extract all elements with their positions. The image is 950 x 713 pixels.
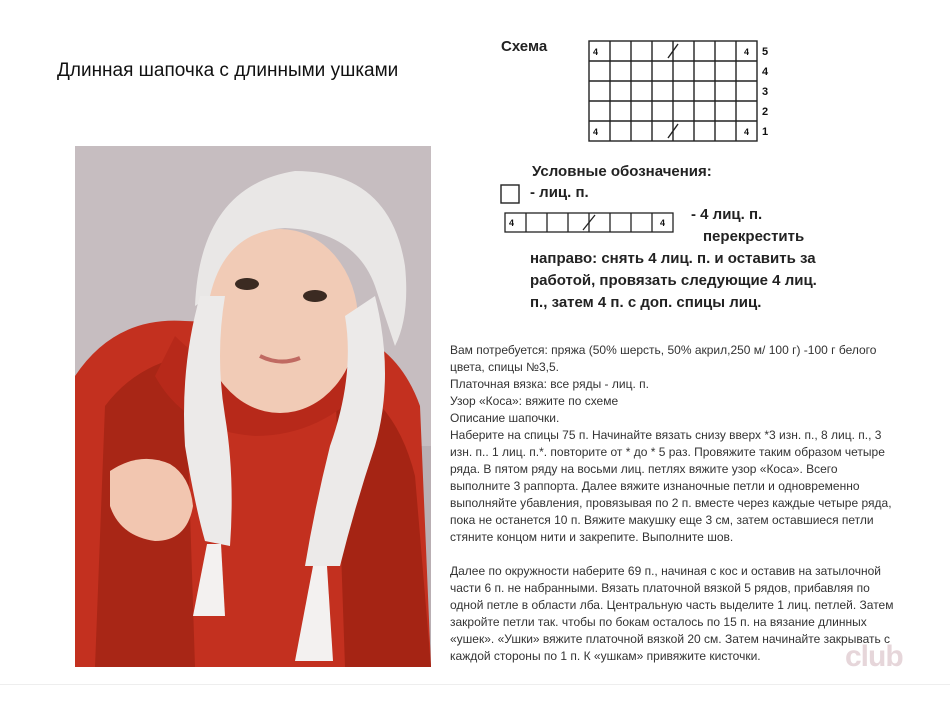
scheme-title: Схема bbox=[501, 38, 548, 55]
row-number-1: 1 bbox=[762, 126, 769, 138]
bottom-divider bbox=[0, 684, 950, 685]
legend-explanation-2: работой, провязать следующие 4 лиц. bbox=[530, 272, 817, 289]
legend-cable-cross: перекрестить bbox=[703, 228, 805, 245]
cable-pattern-paragraph: Узор «Коса»: вяжите по схеме bbox=[450, 394, 619, 408]
hat-instructions-paragraph: Наберите на спицы 75 п. Начинайте вязать снизу вверх *3 изн. п., 8 лиц. п., 3 изн. п.. 1 лиц. п.*. повторите от * до * 5 раз. Провяжите таким образом четыре ряда. В пятом ряду на восьми лиц. петлях вяжите узор «Коса». Всего выполните 3 раппорта. Далее вяжите изнаночные петли и одновременно выполняйте убавления, провязывая по 2 п. вместе через каждые четыре ряда, пока не останется 10 п. Вяжите макушку еще 3 см, затем оставшиеся петли стяните концом нити и закрепите. Выполните шов. bbox=[450, 428, 892, 544]
hat-description-heading: Описание шапочки. bbox=[450, 411, 560, 425]
svg-text:4: 4 bbox=[660, 218, 666, 228]
page-title: Длинная шапочка с длинными ушками bbox=[57, 60, 399, 81]
legend-title: Условные обозначения: bbox=[532, 163, 712, 180]
cable-number-top-right: 4 bbox=[744, 47, 750, 57]
legend-explanation-1: направо: снять 4 лиц. п. и оставить за bbox=[530, 250, 816, 267]
child-in-hat-illustration bbox=[75, 146, 431, 667]
pattern-description bbox=[450, 342, 900, 665]
knit-stitch-square-icon bbox=[499, 183, 529, 205]
materials-paragraph: Вам потребуется: пряжа (50% шерсть, 50% акрил,250 м/ 100 г) -100 г белого цвета, спицы №3,5. bbox=[450, 343, 877, 374]
svg-text:4: 4 bbox=[509, 218, 515, 228]
row-number-5: 5 bbox=[762, 46, 769, 58]
cable-symbol-icon bbox=[503, 211, 693, 235]
knitting-chart bbox=[485, 28, 890, 158]
legend-knit-stitch: - лиц. п. bbox=[530, 184, 589, 201]
cable-number-bottom-right: 4 bbox=[744, 127, 750, 137]
row-number-4: 4 bbox=[762, 66, 769, 78]
row-number-2: 2 bbox=[762, 106, 769, 118]
legend-cable-label: - 4 лиц. п. bbox=[691, 206, 763, 223]
club-watermark: club bbox=[845, 640, 903, 673]
legend-explanation-3: п., затем 4 п. с доп. спицы лиц. bbox=[530, 294, 762, 311]
ear-flaps-paragraph: Далее по окружности наберите 69 п., начиная с кос и оставив на затылочной части 6 п. не набранными. Вязать платочной вязкой 5 рядов, прибавляя по одной петле в области лба. Центральную часть выделите 1 лиц. петлей. Затем закройте петли так. чтобы по бокам осталось по 15 п. на вязание длинных «ушек». «Ушки» вяжите платочной вязкой 20 см. Затем начинайте закрывать с каждой стороны по 1 п. К «ушкам» привяжите кисточки. bbox=[450, 564, 894, 663]
scheme-panel bbox=[485, 28, 890, 318]
child-photo bbox=[75, 146, 431, 667]
cable-number-top-left: 4 bbox=[593, 47, 599, 57]
garter-stitch-paragraph: Платочная вязка: все ряды - лиц. п. bbox=[450, 377, 649, 391]
row-number-3: 3 bbox=[762, 86, 769, 98]
cable-number-bottom-left: 4 bbox=[593, 127, 599, 137]
